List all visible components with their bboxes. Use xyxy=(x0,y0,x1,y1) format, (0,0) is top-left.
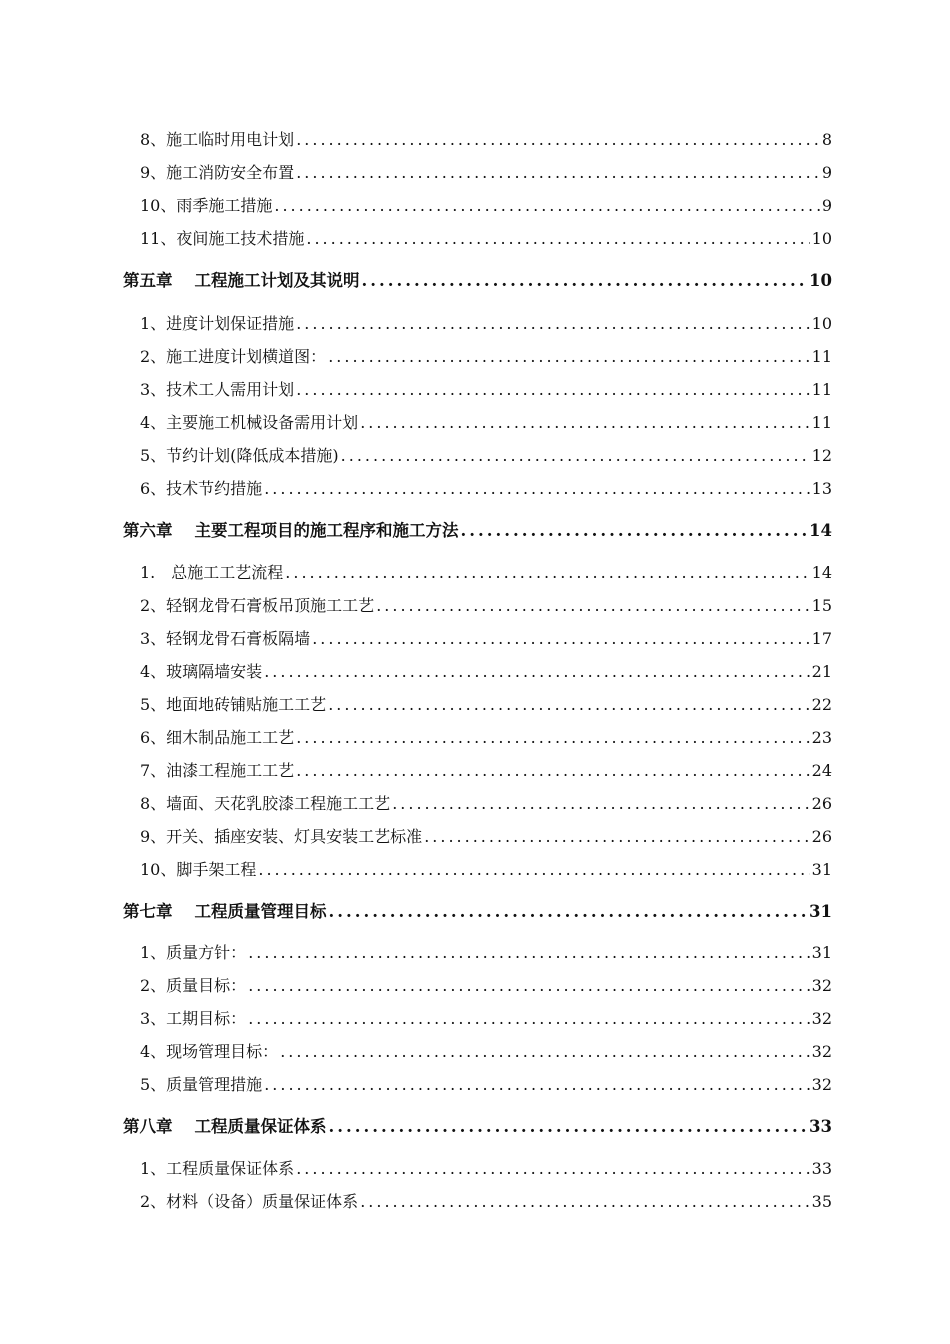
toc-leader-dots xyxy=(248,1009,809,1028)
toc-leader-dots xyxy=(329,1117,808,1136)
toc-leader-dots xyxy=(392,794,809,813)
toc-entry xyxy=(140,160,832,184)
toc-entry-label: 1、质量方针： xyxy=(140,943,247,962)
toc-chapter-number: 第七章 xyxy=(123,902,173,921)
toc-entry-label: 3、轻钢龙骨石膏板隔墙 xyxy=(140,629,311,648)
toc-entry xyxy=(140,410,832,434)
toc-entry-label: 1、进度计划保证措施 xyxy=(140,314,295,333)
toc-page-number: 21 xyxy=(811,662,832,681)
toc-leader-dots xyxy=(360,413,809,432)
toc-entry xyxy=(140,443,832,467)
toc-leader-dots xyxy=(296,380,809,399)
toc-leader-dots xyxy=(296,1159,809,1178)
toc-page-number: 17 xyxy=(811,629,832,648)
toc-leader-dots xyxy=(296,130,820,149)
toc-page-number: 13 xyxy=(811,479,832,498)
toc-entry-label: 8、墙面、天花乳胶漆工程施工工艺 xyxy=(140,794,391,813)
toc-page-number: 35 xyxy=(811,1192,832,1211)
toc-entry-label: 2、施工进度计划横道图： xyxy=(140,347,327,366)
toc-page-number: 12 xyxy=(811,446,832,465)
toc-page-number: 31 xyxy=(811,860,832,879)
toc-entry-label: 11、夜间施工技术措施 xyxy=(140,229,305,248)
toc-entry-label: 2、材料（设备）质量保证体系 xyxy=(140,1192,359,1211)
toc-leader-dots xyxy=(312,629,809,648)
toc-entry xyxy=(140,311,832,335)
toc-entry xyxy=(140,1072,832,1096)
toc-entry xyxy=(140,593,832,617)
toc-leader-dots xyxy=(461,521,808,540)
toc-entry xyxy=(140,940,832,964)
toc-chapter-entry xyxy=(123,517,832,543)
toc-page-number: 32 xyxy=(811,976,832,995)
toc-leader-dots xyxy=(424,827,809,846)
toc-chapter-number: 第六章 xyxy=(123,521,173,540)
toc-entry xyxy=(140,1039,832,1063)
toc-leader-dots xyxy=(248,976,809,995)
toc-entry xyxy=(140,127,832,151)
toc-entry-label: 4、主要施工机械设备需用计划 xyxy=(140,413,359,432)
toc-entry xyxy=(140,344,832,368)
toc-page-number: 14 xyxy=(811,563,832,582)
toc-chapter-title: 工程质量保证体系 xyxy=(194,1117,327,1136)
toc-entry-label: 1、工程质量保证体系 xyxy=(140,1159,295,1178)
toc-leader-dots xyxy=(280,1042,809,1061)
toc-entry xyxy=(140,476,832,500)
toc-entry-label: 5、地面地砖铺贴施工工艺 xyxy=(140,695,327,714)
toc-page-number: 33 xyxy=(811,1159,832,1178)
toc-leader-dots xyxy=(362,271,808,290)
toc-leader-dots xyxy=(306,229,809,248)
toc-entry xyxy=(140,626,832,650)
toc-leader-dots xyxy=(329,902,808,921)
toc-leader-dots xyxy=(360,1192,809,1211)
toc-entry-label: 8、施工临时用电计划 xyxy=(140,130,295,149)
toc-leader-dots xyxy=(328,347,809,366)
toc-page-number: 31 xyxy=(809,902,832,921)
toc-entry xyxy=(140,1006,832,1030)
toc-page-number: 26 xyxy=(811,827,832,846)
toc-entry xyxy=(140,226,832,250)
toc-entry xyxy=(140,560,832,584)
toc-page-number: 24 xyxy=(811,761,832,780)
toc-page-number: 10 xyxy=(809,271,832,290)
toc-page-number: 22 xyxy=(811,695,832,714)
toc-entry-label: 1. 总施工工艺流程 xyxy=(140,563,284,582)
toc-leader-dots xyxy=(296,314,809,333)
toc-entry-label: 10、雨季施工措施 xyxy=(140,196,273,215)
toc-entry xyxy=(140,193,832,217)
toc-leader-dots xyxy=(296,728,809,747)
toc-chapter-number: 第八章 xyxy=(123,1117,173,1136)
toc-page-number: 9 xyxy=(821,163,832,182)
toc-page-number: 15 xyxy=(811,596,832,615)
toc-page-number: 9 xyxy=(821,196,832,215)
toc-leader-dots xyxy=(248,943,809,962)
toc-chapter-entry xyxy=(123,267,832,293)
toc-entry xyxy=(140,659,832,683)
toc-leader-dots xyxy=(264,479,809,498)
toc-entry xyxy=(140,725,832,749)
toc-entry-label: 3、技术工人需用计划 xyxy=(140,380,295,399)
toc-entry xyxy=(140,1156,832,1180)
toc-entry xyxy=(140,692,832,716)
toc-entry-label: 6、细木制品施工工艺 xyxy=(140,728,295,747)
toc-leader-dots xyxy=(296,761,809,780)
toc-page-number: 11 xyxy=(811,347,832,366)
toc-entry-label: 5、节约计划(降低成本措施) xyxy=(140,446,339,465)
toc-entry-label: 9、开关、插座安装、灯具安装工艺标准 xyxy=(140,827,423,846)
toc-chapter-title: 工程施工计划及其说明 xyxy=(194,271,360,290)
toc-entry xyxy=(140,1189,832,1213)
toc-chapter-entry xyxy=(123,1113,832,1139)
toc-page-number: 8 xyxy=(821,130,832,149)
toc-entry-label: 7、油漆工程施工工艺 xyxy=(140,761,295,780)
toc-chapter-number: 第五章 xyxy=(123,271,173,290)
toc-leader-dots xyxy=(341,446,810,465)
toc-page-number: 23 xyxy=(811,728,832,747)
toc-entry-label: 9、施工消防安全布置 xyxy=(140,163,295,182)
toc-leader-dots xyxy=(328,695,809,714)
toc-leader-dots xyxy=(264,1075,809,1094)
toc-entry xyxy=(140,973,832,997)
toc-page-number: 31 xyxy=(811,943,832,962)
toc-chapter-title: 工程质量管理目标 xyxy=(194,902,327,921)
toc-leader-dots xyxy=(258,860,809,879)
toc-page-number: 32 xyxy=(811,1075,832,1094)
toc-entry-label: 10、脚手架工程 xyxy=(140,860,257,879)
toc-page-number: 10 xyxy=(811,229,832,248)
toc-leader-dots xyxy=(285,563,809,582)
toc-entry-label: 4、现场管理目标： xyxy=(140,1042,279,1061)
toc-page-number: 33 xyxy=(809,1117,832,1136)
toc-page-number: 14 xyxy=(809,521,832,540)
toc-entry-label: 5、质量管理措施 xyxy=(140,1075,263,1094)
toc-page-number: 26 xyxy=(811,794,832,813)
toc-entry-label: 4、玻璃隔墙安装 xyxy=(140,662,263,681)
toc-page-number: 11 xyxy=(811,413,832,432)
toc-entry xyxy=(140,857,832,881)
toc-entry-label: 6、技术节约措施 xyxy=(140,479,263,498)
toc-chapter-title: 主要工程项目的施工程序和施工方法 xyxy=(194,521,459,540)
toc-entry-label: 2、轻钢龙骨石膏板吊顶施工工艺 xyxy=(140,596,375,615)
toc-page-number: 32 xyxy=(811,1009,832,1028)
toc-entry-label: 2、质量目标： xyxy=(140,976,247,995)
toc-page-number: 10 xyxy=(811,314,832,333)
toc-entry xyxy=(140,791,832,815)
toc-leader-dots xyxy=(296,163,820,182)
toc-entry xyxy=(140,758,832,782)
toc-page-number: 32 xyxy=(811,1042,832,1061)
toc-entry-label: 3、工期目标： xyxy=(140,1009,247,1028)
toc-chapter-entry xyxy=(123,898,832,924)
toc-leader-dots xyxy=(274,196,819,215)
toc-page-number: 11 xyxy=(811,380,832,399)
toc-leader-dots xyxy=(376,596,809,615)
toc-leader-dots xyxy=(264,662,809,681)
toc-entry xyxy=(140,377,832,401)
toc-entry xyxy=(140,824,832,848)
